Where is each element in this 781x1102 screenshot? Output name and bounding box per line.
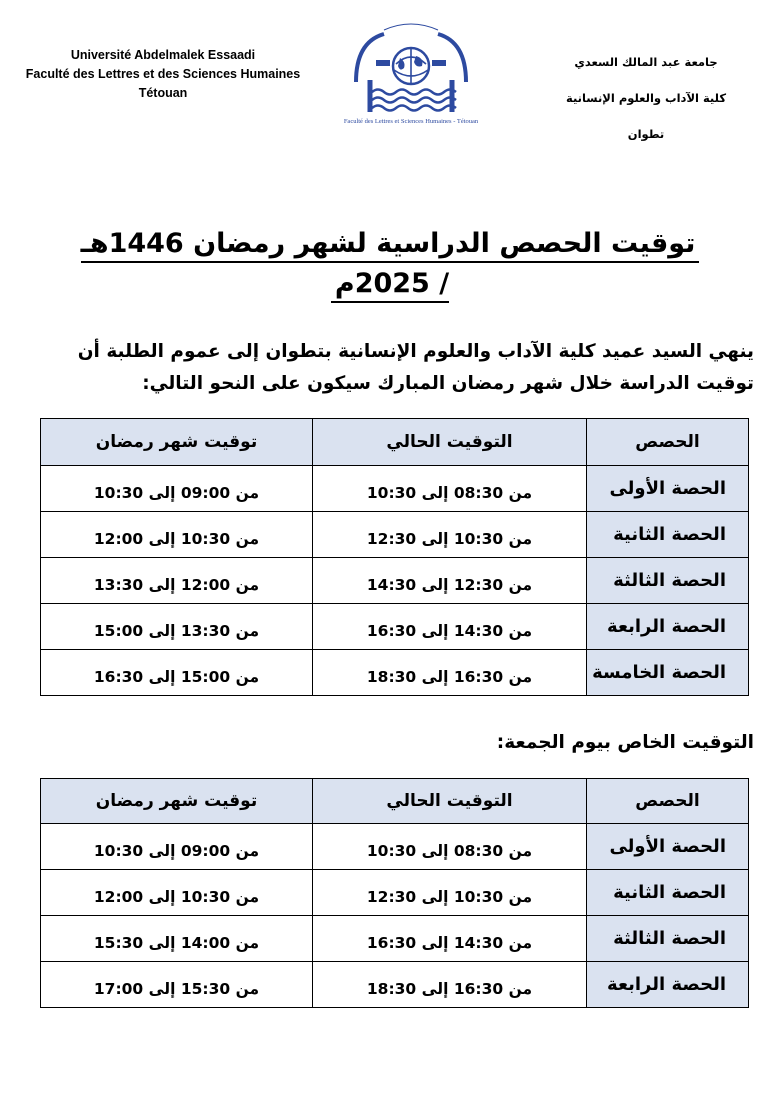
- header-ramadan-time: توقيت شهر رمضان: [41, 419, 313, 466]
- header-ramadan-time: توقيت شهر رمضان: [41, 779, 313, 824]
- university-name-french: [18, 46, 308, 103]
- current-time-cell: [313, 916, 587, 962]
- ramadan-time-text: من 09:00 إلى 10:30: [93, 841, 260, 860]
- table-row: [41, 962, 749, 1008]
- current-time-text: من 16:30 إلى 18:30: [366, 979, 533, 998]
- regular-schedule-table: [40, 418, 749, 696]
- current-time-cell: [313, 604, 587, 650]
- current-time-cell: [313, 962, 587, 1008]
- table-header-row: [41, 419, 749, 466]
- ramadan-time-cell: [41, 824, 313, 870]
- header-current-time: التوقيت الحالي: [313, 779, 587, 824]
- header-current-time: التوقيت الحالي: [313, 419, 587, 466]
- session-cell: الحصة الثالثة: [587, 916, 749, 962]
- ramadan-time-cell: [41, 650, 313, 696]
- ramadan-time-text: من 15:30 إلى 17:00: [93, 979, 260, 998]
- ramadan-time-text: من 13:30 إلى 15:00: [93, 621, 260, 640]
- university-name-arabic: [561, 44, 731, 152]
- current-time-cell: [313, 870, 587, 916]
- table-row: [41, 512, 749, 558]
- table-row: [41, 650, 749, 696]
- header-sessions: الحصص: [587, 419, 749, 466]
- session-cell: الحصة الخامسة: [587, 650, 749, 696]
- faculty-line: Faculté des Lettres et des Sciences Humaines: [25, 67, 301, 81]
- ramadan-time-text: من 14:00 إلى 15:30: [93, 933, 260, 952]
- ramadan-time-text: من 15:00 إلى 16:30: [93, 667, 260, 686]
- current-time-text: من 16:30 إلى 18:30: [366, 667, 533, 686]
- session-cell: الحصة الثانية: [587, 512, 749, 558]
- ramadan-time-cell: [41, 558, 313, 604]
- ramadan-time-cell: [41, 604, 313, 650]
- current-time-text: من 14:30 إلى 16:30: [366, 933, 533, 952]
- current-time-text: من 10:30 إلى 12:30: [366, 529, 533, 548]
- ramadan-time-text: من 10:30 إلى 12:00: [93, 529, 260, 548]
- current-time-text: من 08:30 إلى 10:30: [366, 841, 533, 860]
- table-row: [41, 916, 749, 962]
- current-time-text: من 12:30 إلى 14:30: [366, 575, 533, 594]
- city-line: Tétouan: [138, 86, 188, 100]
- current-time-text: من 08:30 إلى 10:30: [366, 483, 533, 502]
- page-title: [80, 224, 700, 304]
- page-title-text: توقيت الحصص الدراسية لشهر رمضان 1446هـ / 2025م: [81, 228, 700, 303]
- ramadan-time-cell: [41, 870, 313, 916]
- university-line-ar: جامعة عبد المالك السعدي: [574, 55, 718, 69]
- session-cell: الحصة الثانية: [587, 870, 749, 916]
- friday-schedule-heading: التوقيت الخاص بيوم الجمعة:: [496, 732, 754, 753]
- table-row: [41, 558, 749, 604]
- ramadan-time-text: من 09:00 إلى 10:30: [93, 483, 260, 502]
- ramadan-time-cell: [41, 512, 313, 558]
- current-time-text: من 14:30 إلى 16:30: [366, 621, 533, 640]
- intro-paragraph: ينهي السيد عميد كلية الآداب والعلوم الإنسانية بتطوان إلى عموم الطلبة أن توقيت الدراسة خلال شهر رمضان المبارك سيكون على النحو التالي:: [77, 341, 754, 394]
- ramadan-time-text: من 12:00 إلى 13:30: [93, 575, 260, 594]
- current-time-text: من 10:30 إلى 12:30: [366, 887, 533, 906]
- current-time-cell: [313, 558, 587, 604]
- friday-schedule-table: [40, 778, 749, 1008]
- table-row: [41, 604, 749, 650]
- table-header-row: [41, 779, 749, 824]
- city-line-ar: تطوان: [627, 127, 665, 141]
- session-cell: الحصة الأولى: [587, 466, 749, 512]
- session-cell: الحصة الأولى: [587, 824, 749, 870]
- current-time-cell: [313, 466, 587, 512]
- table-row: [41, 870, 749, 916]
- faculty-line-ar: كلية الآداب والعلوم الإنسانية: [565, 91, 727, 105]
- current-time-cell: [313, 824, 587, 870]
- header-sessions: الحصص: [587, 779, 749, 824]
- ramadan-time-cell: [41, 916, 313, 962]
- ramadan-time-cell: [41, 466, 313, 512]
- session-cell: الحصة الرابعة: [587, 962, 749, 1008]
- session-cell: الحصة الرابعة: [587, 604, 749, 650]
- ramadan-time-cell: [41, 962, 313, 1008]
- table-row: [41, 824, 749, 870]
- ramadan-time-text: من 10:30 إلى 12:00: [93, 887, 260, 906]
- session-cell: الحصة الثالثة: [587, 558, 749, 604]
- current-time-cell: [313, 512, 587, 558]
- logo-caption: Faculté des Lettres et Sciences Humaines - Tétouan: [343, 118, 479, 125]
- table-row: [41, 466, 749, 512]
- university-line: Université Abdelmalek Essaadi: [70, 48, 256, 62]
- current-time-cell: [313, 650, 587, 696]
